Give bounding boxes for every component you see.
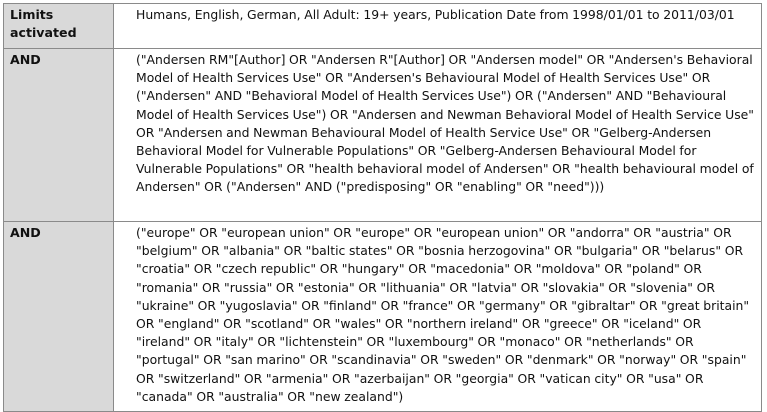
limits-text: Humans, English, German, All Adult: 19+ years, Publication Date from 1998/01/01 to 2011/03/01	[114, 4, 762, 49]
and-operator-label: AND	[4, 222, 114, 412]
europe-query-row	[4, 222, 762, 412]
search-strategy-table	[3, 3, 762, 412]
andersen-query-text: ("Andersen RM"[Author] OR "Andersen R"[Author] OR "Andersen model" OR "Andersen's Behavioral Model of Health Services Use" OR "Andersen's Behavioural Model of Health Services Use" OR ("Andersen" AND "Behavioral Model of Health Services Use") OR ("Andersen" AND "Behavioural Model of Health Services Use") OR "Andersen and Newman Behavioral Model of Health Service Use" OR "Andersen and Newman Behavioural Model of Health Service Use" OR "Gelberg-Andersen Behavioral Model for Vulnerable Populations" OR "Gelberg-Andersen Behavioural Model for Vulnerable Populations" OR "health behavioral model of Andersen" OR "health behavioural model of Andersen" OR ("Andersen" AND ("predisposing" OR "enabling" OR "need")))	[114, 49, 762, 222]
europe-query-text: ("europe" OR "european union" OR "europe" OR "european union" OR "andorra" OR "austria" OR "belgium" OR "albania" OR "baltic states" OR "bosnia herzogovina" OR "bulgaria" OR "belarus" OR "croatia" OR "czech republic" OR "hungary" OR "macedonia" OR "moldova" OR "poland" OR "romania" OR "russia" OR "estonia" OR "lithuania" OR "latvia" OR "slovakia" OR "slovenia" OR "ukraine" OR "yugoslavia" OR "finland" OR "france" OR "germany" OR "gibraltar" OR "great britain" OR "england" OR "scotland" OR "wales" OR "northern ireland" OR "greece" OR "iceland" OR "ireland" OR "italy" OR "lichtenstein" OR "luxembourg" OR "monaco" OR "netherlands" OR "portugal" OR "san marino" OR "scandinavia" OR "sweden" OR "denmark" OR "norway" OR "spain" OR "switzerland" OR "armenia" OR "azerbaijan" OR "georgia" OR "vatican city" OR "usa" OR "canada" OR "australia" OR "new zealand")	[114, 222, 762, 412]
and-operator-label: AND	[4, 49, 114, 222]
limits-row	[4, 4, 762, 49]
andersen-query-row	[4, 49, 762, 222]
limits-label: Limits activated	[4, 4, 114, 49]
